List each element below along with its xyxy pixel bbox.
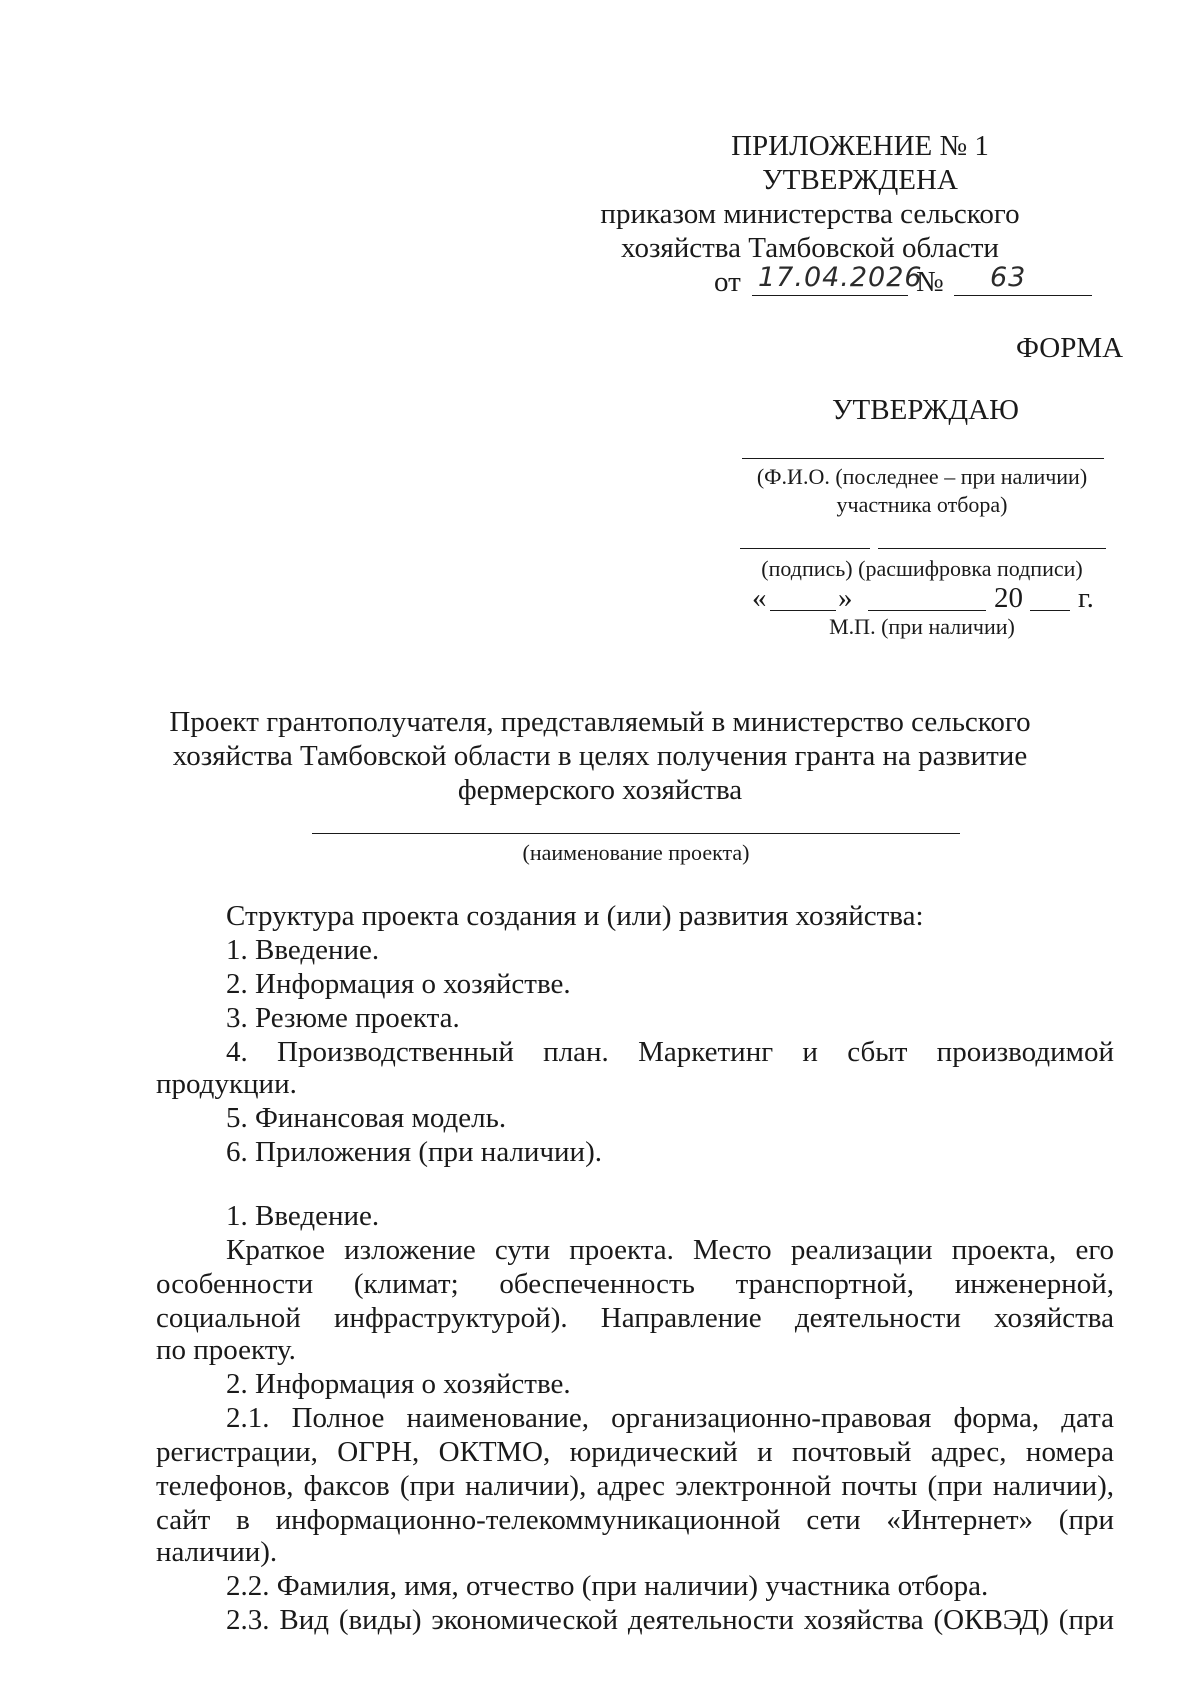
signature-line (740, 548, 870, 549)
handwritten-number: 63 (990, 262, 1027, 293)
info-2-1-line-4: сайт в информационно-телекоммуникационной сети «Интернет» (при (156, 1504, 1114, 1536)
structure-item-3: 3. Резюме проекта. (226, 1002, 460, 1034)
approve-title: УТВЕРЖДАЮ (832, 394, 1019, 426)
year-prefix: 20 (994, 582, 1023, 614)
structure-item-6: 6. Приложения (при наличии). (226, 1136, 602, 1168)
structure-item-4: 4. Производственный план. Маркетинг и сбыт производимой (226, 1036, 1114, 1068)
intro-line-1: Краткое изложение сути проекта. Место реализации проекта, его (226, 1234, 1114, 1266)
form-label: ФОРМА (1016, 332, 1124, 364)
structure-item-2: 2. Информация о хозяйстве. (226, 968, 571, 1000)
intro-line-4: по проекту. (156, 1334, 296, 1366)
project-title-2: хозяйства Тамбовской области в целях получения гранта на развитие (172, 740, 1028, 772)
intro-line-3: социальной инфраструктурой). Направление деятельности хозяйства (156, 1302, 1114, 1334)
structure-heading: Структура проекта создания и (или) развития хозяйства: (226, 900, 924, 932)
stamp-caption: М.П. (при наличии) (829, 614, 1015, 639)
order-line-2: хозяйства Тамбовской области (621, 232, 999, 264)
structure-item-1: 1. Введение. (226, 934, 380, 966)
year-line (1030, 610, 1070, 611)
date-underline (752, 295, 908, 296)
info-2-3: 2.3. Вид (виды) экономической деятельности хозяйства (ОКВЭД) (при (226, 1604, 1114, 1636)
info-2-1-line-2: регистрации, ОГРН, ОКТМО, юридический и почтовый адрес, номера (156, 1436, 1114, 1468)
date-close-quote: » (838, 582, 853, 614)
approved-label: УТВЕРЖДЕНА (762, 164, 958, 196)
date-open-quote: « (752, 582, 767, 614)
info-2-1-line-3: телефонов, факсов (при наличии), адрес электронной почты (при наличии), (156, 1470, 1114, 1502)
project-name-line (312, 833, 960, 834)
info-2-2: 2.2. Фамилия, имя, отчество (при наличии) участника отбора. (226, 1570, 989, 1602)
order-line-1: приказом министерства сельского (600, 198, 1020, 230)
month-line (868, 610, 986, 611)
info-heading: 2. Информация о хозяйстве. (226, 1368, 571, 1400)
day-line (770, 610, 836, 611)
project-name-caption: (наименование проекта) (522, 840, 750, 865)
project-title-1: Проект грантополучателя, представляемый в министерство сельского (169, 706, 1031, 738)
intro-heading: 1. Введение. (226, 1200, 380, 1232)
fio-caption-1: (Ф.И.О. (последнее – при наличии) (756, 464, 1088, 489)
number-label: № (916, 266, 944, 298)
structure-item-4-cont: продукции. (156, 1068, 297, 1100)
fio-line (742, 458, 1104, 459)
signature-decode-line (878, 548, 1106, 549)
signature-caption: (подпись) (расшифровка подписи) (761, 556, 1083, 581)
info-2-1-line-5: наличии). (156, 1536, 278, 1568)
intro-line-2: особенности (климат; обеспеченность транспортной, инженерной, (156, 1268, 1114, 1300)
year-suffix: г. (1078, 582, 1094, 614)
info-2-1-line-1: 2.1. Полное наименование, организационно-правовая форма, дата (226, 1402, 1114, 1434)
structure-item-5: 5. Финансовая модель. (226, 1102, 507, 1134)
project-title-3: фермерского хозяйства (457, 774, 743, 806)
fio-caption-2: участника отбора) (836, 492, 1008, 517)
date-from-label: от (714, 266, 741, 298)
handwritten-date: 17.04.2026 (758, 262, 923, 293)
appendix-number: ПРИЛОЖЕНИЕ № 1 (731, 130, 989, 162)
number-underline (954, 295, 1092, 296)
